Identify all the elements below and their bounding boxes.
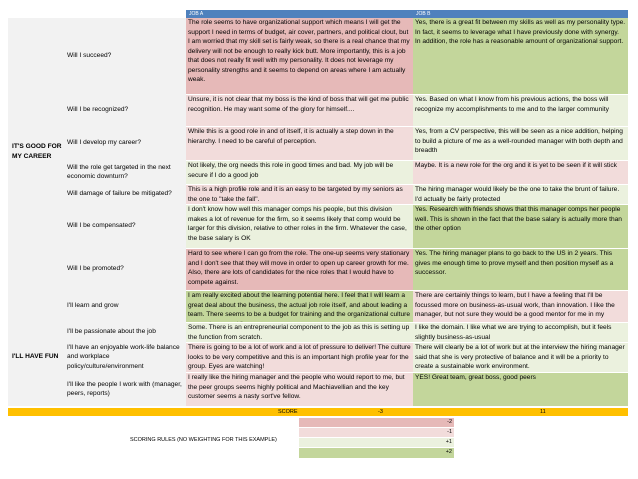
question-row-2: Will I be recognized? xyxy=(64,94,186,126)
scoring-rule-plus-2: +2 xyxy=(299,448,454,458)
job-a-header: JOB A xyxy=(186,10,413,18)
job-b-cell-row-2: Yes. Based on what I know from his previous actions, the boss will recognize my accomplishments to me and to the larger community xyxy=(413,94,628,126)
job-a-cell-row-2: Unsure, it is not clear that my boss is the kind of boss that will get me public recognition. He may want some of the glory for himself.... xyxy=(186,94,413,126)
question-row-4: Will the role get targeted in the next economic downturn? xyxy=(64,160,186,184)
category-good-for-career-label: IT'S GOOD FOR MY CAREER xyxy=(12,143,62,160)
job-b-cell-row-10: There will clearly be a lot of work but at the interview the hiring manager said that she is very protective of balance and it will be a priority to create a sustainable work environment. xyxy=(413,342,628,372)
scoring-rule-plus-1: +1 xyxy=(299,438,454,447)
scoring-rule-minus-2: -2 xyxy=(299,418,454,427)
job-a-cell-row-3: While this is a good role in and of itself, it is actually a step down in the hierarchy. I need to be careful of perception. xyxy=(186,126,413,160)
job-a-cell-row-4: Not likely, the org needs this role in good times and bad. My job will be secure if I do a good job xyxy=(186,160,413,184)
job-b-header: JOB B xyxy=(413,10,628,18)
question-row-3: Will I develop my career? xyxy=(64,126,186,160)
job-a-cell-row-6: I don't know how well this manager comps his people, but this division makes a lot of revenue for the firm, so it seems likely that comp would be larger for this division, relative to other roles in the firm. Whatever the case, the base salary is OK xyxy=(186,204,413,248)
job-a-cell-row-7: Hard to see where I can go from the role. The one-up seems very stationary and I don't see that they will move in order to open up career growth for me. Also, there are lots of candidates for the nice roles that I would have to compete against. xyxy=(186,248,413,290)
question-row-6: Will I be compensated? xyxy=(64,204,186,248)
job-b-cell-row-9: I like the domain. I like what we are trying to accomplish, but it feels slightly business-as-usual xyxy=(413,322,628,342)
question-row-10: I'll have an enjoyable work-life balance and workplace policy/culture/environment xyxy=(64,342,186,372)
job-b-cell-row-5: The hiring manager would likely be the one to take the brunt of failure. I'd actually be fairly protected xyxy=(413,184,628,204)
score-job-a: -3 xyxy=(378,409,383,415)
job-b-cell-row-6: Yes. Research with friends shows that this manager comps her people well. This is shown in the fact that the base salary is actually more than the other option xyxy=(413,204,628,248)
category-good-for-career xyxy=(8,18,64,290)
job-a-cell-row-8: I am really excited about the learning potential here. I feel that I will learn a great deal about the business, the actual job role itself, and about leading a team. There seems to be a budget for training and the organizational culture xyxy=(186,290,413,322)
job-b-cell-row-8: There are certainly things to learn, but I have a feeling that I'll be focussed more on business-as-usual work, than innovation. I like the manager, but not sure they would be a good mentor for me in my xyxy=(413,290,628,322)
job-b-cell-row-4: Maybe. It is a new role for the org and it is yet to be seen if it will stick xyxy=(413,160,628,184)
question-row-9: I'll be passionate about the job xyxy=(64,322,186,342)
category-have-fun xyxy=(8,290,64,406)
job-b-cell-row-1: Yes, there is a great fit between my skills as well as my personality type. In fact, it seems to leverage what I have previously done with synergy. In addition, the role has a reasonable amount of organizational support. xyxy=(413,18,628,94)
job-a-cell-row-10: There is going to be a lot of work and a lot of pressure to deliver! The culture looks to be very competitive and this is an important high profile year for the group. Eyes are watching! xyxy=(186,342,413,372)
job-a-cell-row-9: Some. There is an entrepreneurial component to the job as this is setting up the function from scratch. xyxy=(186,322,413,342)
score-label: SCORE xyxy=(278,409,298,415)
job-b-cell-row-11: YES! Great team, great boss, good peers xyxy=(413,372,628,406)
job-a-cell-row-11: I really like the hiring manager and the people who would report to me, but the peer groups seems highly political and Machiavellian and the key customer seems a nasty sort've fellow. xyxy=(186,372,413,406)
question-row-8: I'll learn and grow xyxy=(64,290,186,322)
question-row-7: Will I be promoted? xyxy=(64,248,186,290)
question-row-5: Will damage of failure be mitigated? xyxy=(64,184,186,204)
job-b-cell-row-7: Yes. The hiring manager plans to go back to the US in 2 years. This gives me enough time to prove myself and then position myself as a successor. xyxy=(413,248,628,290)
question-row-11: I'll like the people I work with (manager, peers, reports) xyxy=(64,372,186,406)
scoring-rule-minus-1: -1 xyxy=(299,428,454,437)
score-job-b: 11 xyxy=(540,409,546,415)
job-a-cell-row-5: This is a high profile role and it is an easy to be targeted by my seniors as the one to "take the fall". xyxy=(186,184,413,204)
score-row xyxy=(8,408,628,416)
scoring-rules-label: SCORING RULES (NO WEIGHTING FOR THIS EXAMPLE) xyxy=(130,437,277,443)
question-row-1: Will I succeed? xyxy=(64,18,186,94)
job-b-cell-row-3: Yes, from a CV perspective, this will be seen as a nice addition, helping to build a picture of me as a well-rounded manager with both depth and breadth xyxy=(413,126,628,160)
category-have-fun-label: I'LL HAVE FUN xyxy=(12,353,59,360)
job-a-cell-row-1: The role seems to have organizational support which means I will get the support I need in terms of budget, air cover, partners, and political clout, but I am worried that my skill set is fairly weak, so there is a real chance that my delivery will not be enough to really kick butt. More importantly, this is a job that does not really fit well with my personality. It does not leverage my personality strengths and it seems to depend on areas where I am actually weak. xyxy=(186,18,413,94)
